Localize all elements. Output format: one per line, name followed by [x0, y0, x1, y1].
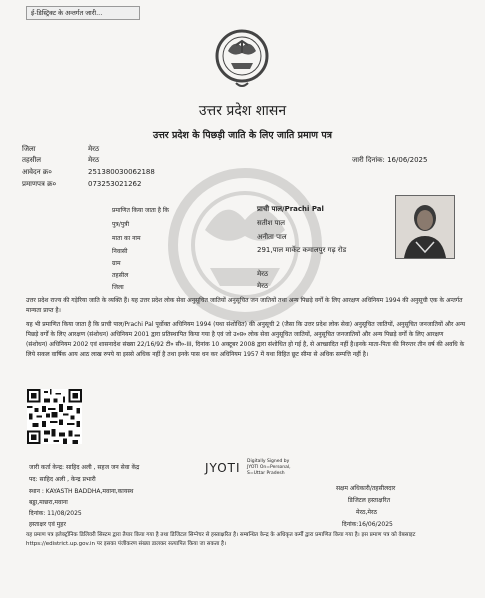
declaration-paragraph: यह भी प्रमाणित किया जाता है कि प्राची पाल/Prachi Pal पूर्वोक्त अधिनियम 1994 (यथा संशोधित) की अनुसूची 2 (जैसा कि उत्तर प्रदेश लोक सेवा) अनुसूचित जातियों, अनुसूचित जनजातियों और अन्य पिछड़े वर्गों के लिए आरक्षण (संशोधन) अधिनियम 2001 द्वारा प्रतिस्थापित किया गया है एवं जो उ०प्र० लोक सेवा अनुसूचित जातियों, अनुसूचित जनजातियों और अन्य पिछड़े वर्गों के लिए आरक्षण (संशोधन) अधिनियम 2002 एवं शासनादेश संख्या 22/16/92 टी० सी०-III, दिनांक 10 अक्टूबर 2008 द्वारा संशोधित हो गई है, से आच्छादित नहीं है।इनके माता-पिता की निरन्तर तीन वर्ष की अवधि के लिये सकल वार्षिक आय आठ लाख रुपये या इससे अधिक नहीं है तथा इनके पास धन कर अधिनियम 1957 में यथा विहित छूट सीमा से अधिक सम्पत्ति नहीं है। — [26, 321, 466, 358]
qr-code-icon — [27, 389, 82, 444]
father-name: सतीश पाल — [257, 219, 286, 227]
district-label: जिला — [22, 145, 36, 153]
application-number: 251380030062188 — [88, 168, 155, 176]
competent-officer: सक्षम अधिकारी/तहसीलदार — [336, 485, 396, 492]
applicant-photo — [395, 195, 455, 259]
person-tehsil-label: तहसील — [112, 272, 129, 279]
digital-sign-line3: S=Uttar Pradesh — [247, 471, 285, 476]
tehsil-value: मेरठ — [88, 156, 100, 164]
top-note: ई-डिस्ट्रिक्ट के अन्तर्गत जारी... — [26, 6, 140, 20]
certify-label: प्रमाणित किया जाता है कि — [112, 207, 170, 214]
digitally-signed-label: डिजिटल हस्ताक्षरित — [348, 497, 390, 504]
caste-paragraph: उत्तर प्रदेश राज्य की गड़ेरिया जाति के व्यक्ति हैं। यह उत्तर प्रदेश लोक सेवा अनुसूचित जातियों अनुसूचित जन जातियों तथा अन्य पिछड़े वर्गों के लिए आरक्षण अधिनियम 1994 की अनुसूची एक के अन्तर्गत मान्यता प्राप्त है। — [26, 297, 463, 314]
issuing-location-cont: बड्ढा,माछरा,मवाना — [29, 499, 68, 506]
person-district-label: जिला — [112, 284, 124, 291]
verification-note: यह प्रमाण पत्र इलेक्ट्रॉनिक डिलिवरी सिस्टम द्वारा तैयार किया गया है तथा डिजिटल सिग्नेचर से हस्ताक्षरित है। सम्बन्धित केन्द्र के अधिकृत कर्मी द्वारा प्रमाणित किया गया है। इस प्रमाण पत्र को वेबसाइट https://edistrict.up.gov.in पर इसका पंजीकरण संख्या डालकर सत्यापित किया जा सकता है। — [26, 532, 416, 547]
applicant-name: प्राची पाल/Prachi Pal — [257, 205, 324, 213]
person-tehsil-value: मेरठ — [257, 270, 269, 278]
up-emblem-icon — [214, 25, 270, 95]
application-label: आवेदन क्र० — [22, 168, 52, 176]
digital-sign-line1: Digitally Signed by — [247, 459, 290, 464]
page-title: उत्तर प्रदेश शासन — [198, 103, 287, 119]
signer-name: JYOTI — [205, 461, 241, 475]
district-value: मेरठ — [88, 145, 100, 153]
officer-date: दिनांक:16/06/2025 — [342, 521, 393, 528]
certificate-subtitle: उत्तर प्रदेश के पिछड़ी जाति के लिए जाति प्रमाण पत्र — [153, 130, 332, 141]
resident-address: 291,पाल मार्केट कमालपुर गढ़ रोड — [257, 246, 347, 254]
father-label: पुत्र/पुत्री — [112, 221, 130, 228]
village-label: ग्राम — [112, 260, 121, 267]
issuing-date: दिनांक: 11/08/2025 — [29, 510, 82, 517]
digital-sign-line2: JYOTI On=Personal, — [247, 465, 291, 470]
issuing-location: स्थान : KAYASTH BADDHA,मवाना,कायस्थ — [29, 488, 134, 495]
tehsil-label: तहसील — [22, 156, 41, 164]
issue-date: जारी दिनांक: 16/06/2025 — [352, 156, 428, 164]
certificate-label: प्रमाणपत्र क्र० — [22, 180, 57, 188]
person-photo-icon — [396, 196, 454, 258]
issuing-center: जारी कर्ता केन्द्र: साहिद अली , सहज जन सेवा केंद्र — [29, 464, 140, 471]
resident-label: निवासी — [112, 248, 128, 255]
certificate-number: 073253021262 — [88, 180, 142, 188]
mother-name: अनीता पाल — [257, 233, 287, 241]
person-district-value: मेरठ — [257, 282, 269, 290]
officer-location: मेरठ,मेरठ — [356, 509, 377, 516]
mother-label: माता का नाम — [112, 235, 141, 242]
signature-seal-label: हस्ताक्षर एवं मुहर — [29, 521, 66, 528]
issuing-officer: पद: साहिद अली , केन्द्र प्रभारी — [29, 476, 96, 483]
